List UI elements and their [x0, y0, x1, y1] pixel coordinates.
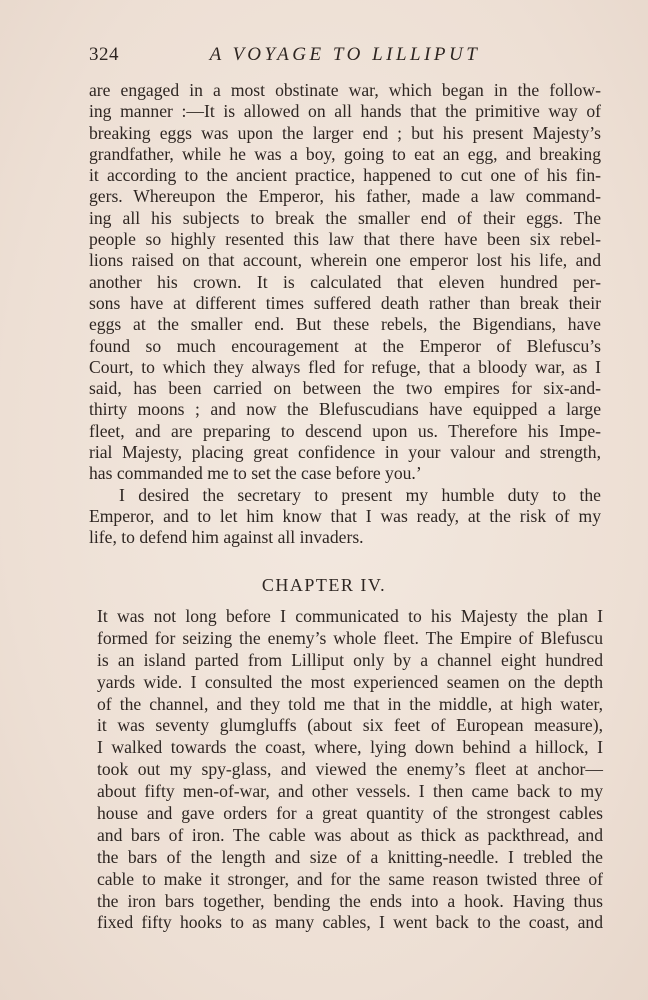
text-line: thirty moons ; and now the Blefuscudians have equipped a large	[89, 399, 601, 420]
page-number: 324	[89, 44, 119, 65]
text-line: rial Majesty, placing great confidence in your valour and strength,	[89, 442, 601, 463]
text-line: life, to defend him against all invaders.	[89, 527, 364, 548]
text-line: eggs at the smaller end. But these rebels, the Bigendians, have	[89, 314, 601, 335]
text-line: I walked towards the coast, where, lying down behind a hillock, I	[97, 737, 603, 758]
running-head: A VOYAGE TO LILLIPUT	[209, 44, 481, 65]
text-line: fleet, and are preparing to descend upon us. Therefore his Impe-	[89, 420, 601, 441]
text-line: fixed fifty hooks to as many cables, I went back to the coast, and	[97, 912, 603, 933]
text-line: said, has been carried on between the two empires for six-and-	[89, 378, 601, 399]
text-line: Court, to which they always fled for refuge, that a bloody war, as I	[89, 356, 601, 377]
text-line: people so highly resented this law that there have been six rebel-	[89, 229, 601, 250]
text-line: another his crown. It is calculated that eleven hundred per-	[89, 271, 601, 292]
text-line: has commanded me to set the case before you.’	[89, 463, 422, 484]
text-line: Emperor, and to let him know that I was ready, at the risk of my	[89, 505, 601, 526]
chapter-heading: CHAPTER IV.	[261, 575, 387, 595]
text-line: gers. Whereupon the Emperor, his father, made a law command-	[89, 186, 601, 207]
text-line: cable to make it stronger, and for the same reason twisted three of	[97, 868, 603, 889]
page-header	[89, 44, 601, 70]
text-line: yards wide. I consulted the most experienced seamen on the depth	[97, 671, 603, 692]
text-line: the iron bars together, bending the ends into a hook. Having thus	[97, 890, 603, 911]
text-line: breaking eggs was upon the larger end ; but his present Majesty’s	[89, 122, 601, 143]
text-line: grandfather, while he was a boy, going to eat an egg, and breaking	[89, 143, 601, 164]
text-line: are engaged in a most obstinate war, which began in the follow-	[89, 80, 601, 100]
text-line: the bars of the length and size of a knitting-needle. I trebled the	[97, 846, 603, 867]
text-line: took out my spy-glass, and viewed the enemy’s fleet at anchor—	[97, 759, 603, 780]
text-line: ing manner :—It is allowed on all hands that the primitive way of	[89, 101, 601, 122]
text-line: of the channel, and they told me that in the middle, at high water,	[97, 693, 603, 714]
text-line: it according to the ancient practice, happened to cut one of his fin-	[89, 165, 601, 186]
text-line: and bars of iron. The cable was about as thick as packthread, and	[97, 824, 603, 845]
chapter-text	[97, 606, 603, 934]
text-line: ing all his subjects to break the smaller end of their eggs. The	[89, 207, 601, 228]
text-line: is an island parted from Lilliput only by a channel eight hundred	[97, 649, 603, 670]
body-text	[89, 80, 601, 549]
text-line: I desired the secretary to present my humble duty to the	[119, 484, 601, 505]
text-line: sons have at different times suffered death rather than break their	[89, 292, 601, 313]
text-line: found so much encouragement at the Emperor of Blefuscu’s	[89, 335, 601, 356]
text-line: It was not long before I communicated to his Majesty the plan I	[97, 606, 603, 626]
text-line: house and gave orders for a great quantity of the strongest cables	[97, 803, 603, 824]
text-line: it was seventy glumgluffs (about six feet of European measure),	[97, 715, 603, 736]
paragraph	[89, 485, 601, 549]
paragraph	[89, 80, 601, 485]
text-line: lions raised on that account, wherein one emperor lost his life, and	[89, 250, 601, 271]
text-line: formed for seizing the enemy’s whole fleet. The Empire of Blefuscu	[97, 627, 603, 648]
text-line: about fifty men-of-war, and other vessels. I then came back to my	[97, 781, 603, 802]
